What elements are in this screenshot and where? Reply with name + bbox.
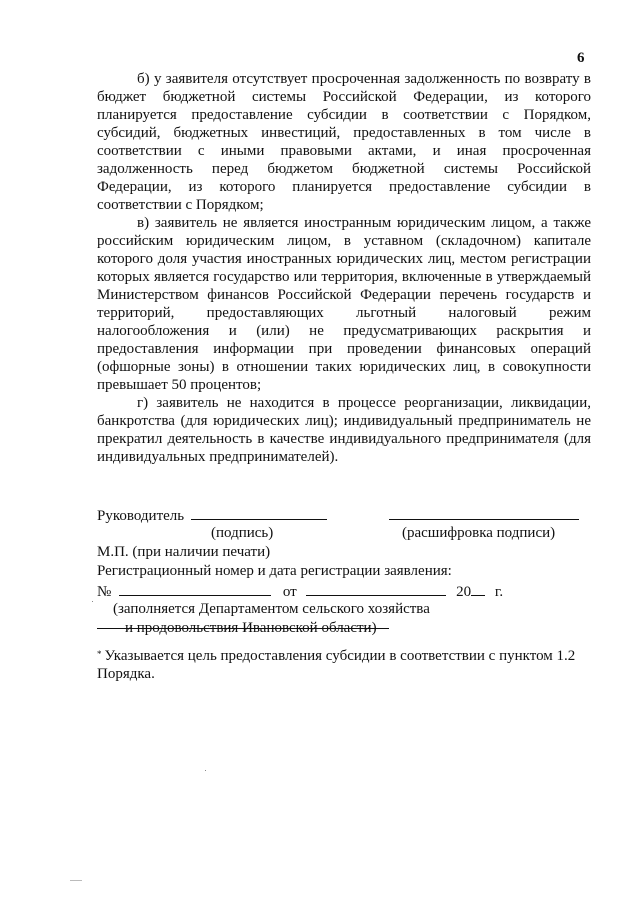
head-signature-row: [97, 505, 591, 524]
registration-label: Регистрационный номер и дата регистрации заявления:: [97, 563, 452, 579]
registration-date-line: [306, 581, 446, 596]
caption-row: [97, 524, 591, 543]
year-suffix: г.: [494, 584, 504, 600]
fill-note-line-1: (заполняется Департаментом сельского хозяйства: [113, 601, 430, 617]
signature-caption: (подпись): [211, 525, 274, 541]
footnote: [97, 647, 591, 683]
number-sign: №: [97, 584, 112, 600]
year-line: [471, 581, 485, 596]
signature-block: [97, 505, 591, 638]
registration-fields-row: [97, 581, 591, 600]
year-prefix: 20: [456, 584, 472, 600]
footnote-rule: [97, 628, 389, 629]
scan-speck: [92, 601, 93, 602]
page-number: 6: [577, 50, 585, 66]
signature-line: [191, 505, 327, 520]
stamp-row: [97, 543, 591, 562]
scan-speck: [70, 880, 82, 881]
fill-note-line-2: и продовольствия Ивановской области): [125, 620, 377, 636]
decoding-line: [389, 505, 579, 520]
registration-number-line: [119, 581, 271, 596]
footnote-marker: *: [97, 649, 102, 659]
paragraph-b: б) у заявителя отсутствует просроченная задолженность по возврату в бюджет бюджетной системы Российской Федерации, из которого планируется предоставление субсидии в соответствии с Порядком, субсидий, бюджетных инвестиций, предоставленных в том числе в соответствии с иными правовыми актами, и иная просроченная задолженность перед бюджетом бюджетной системы Российской Федерации, из которого планируется предоставление субсидии в соответствии с Порядком;: [97, 71, 591, 213]
footnote-text: Указывается цель предоставления субсидии в соответствии с пунктом 1.2 Порядка.: [97, 648, 576, 682]
decoding-caption: (расшифровка подписи): [402, 525, 556, 541]
scan-speck: [205, 770, 206, 771]
registration-row: [97, 562, 591, 581]
paragraph-v: в) заявитель не является иностранным юридическим лицом, а также российским юридическим лицом, в уставном (складочном) капитале которого доля участия иностранных юридических лиц, местом регистрации которых является государство или территория, включенные в утверждаемый Министерством финансов Российской Федерации перечень государств и территорий, предоставляющих льготный налоговый режим налогообложения и (или) не предусматривающих раскрытия и предоставления информации при проведении финансовых операций (офшорные зоны) в отношении таких юридических лиц, в совокупности превышает 50 процентов;: [97, 215, 591, 393]
fill-note-row-1: [97, 600, 591, 619]
stamp-line: М.П. (при наличии печати): [97, 544, 271, 560]
from-word: от: [282, 584, 297, 600]
paragraph-g: г) заявитель не находится в процессе реорганизации, ликвидации, банкротства (для юридических лиц); индивидуальный предприниматель не прекратил деятельность в качестве индивидуального предпринимателя (для индивидуальных предпринимателей).: [97, 395, 591, 465]
head-label: Руководитель: [97, 508, 185, 524]
document-body: [97, 70, 591, 466]
